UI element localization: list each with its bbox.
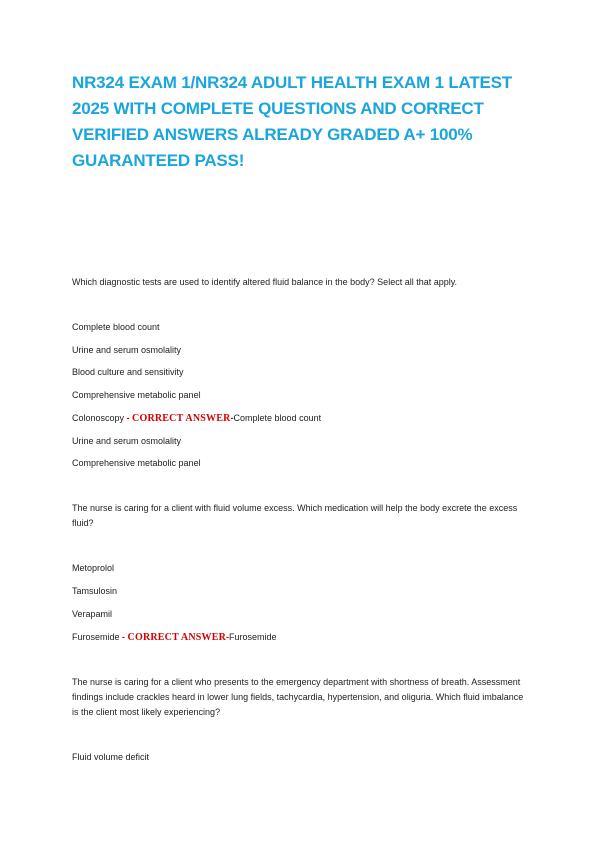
- document-title: NR324 EXAM 1/NR324 ADULT HEALTH EXAM 1 LATEST 2025 WITH COMPLETE QUESTIONS AND CORRECT VERIFIED ANSWERS ALREADY GRADED A+ 100% GUARANTEED PASS!: [72, 73, 512, 170]
- q1-answer-2: Urine and serum osmolality: [72, 436, 182, 446]
- answer-dash-after: -: [226, 632, 230, 642]
- correct-answer-label: CORRECT ANSWER: [127, 632, 227, 643]
- q2-option-2: Tamsulosin: [72, 586, 118, 596]
- q1-option-5: Colonoscopy: [72, 413, 125, 423]
- q2-option-4: Furosemide: [72, 632, 120, 642]
- q1-answer-1: Complete blood count: [233, 413, 322, 423]
- q1-option-2: Urine and serum osmolality: [72, 345, 182, 355]
- q1-option-4: Comprehensive metabolic panel: [72, 390, 201, 400]
- question-2-text: The nurse is caring for a client with fluid volume excess. Which medication will help the body excrete the excess fluid?: [72, 503, 518, 528]
- q2-option-1: Metoprolol: [72, 563, 115, 573]
- q1-option-5-with-answer: [72, 411, 321, 426]
- answer-dash: -: [122, 632, 128, 642]
- question-3-text: The nurse is caring for a client who presents to the emergency department with shortness of breath. Assessment findings include crackles heard in lower lung fields, tachycardia, hypertension, and oliguria. Which fluid imbalance is the client most likely experiencing?: [72, 677, 524, 717]
- q2-option-3: Verapamil: [72, 609, 113, 619]
- q1-answer-3: Comprehensive metabolic panel: [72, 458, 201, 468]
- q1-option-3: Blood culture and sensitivity: [72, 367, 184, 377]
- q3-option-1: Fluid volume deficit: [72, 752, 150, 762]
- q2-answer: Furosemide: [229, 632, 277, 642]
- answer-dash-after: -: [230, 413, 234, 423]
- q1-option-1: Complete blood count: [72, 322, 160, 332]
- answer-dash: -: [126, 413, 133, 423]
- q2-option-4-with-answer: [72, 630, 277, 645]
- correct-answer-label: CORRECT ANSWER: [132, 413, 231, 424]
- question-1-text: Which diagnostic tests are used to identify altered fluid balance in the body? Select all that apply.: [72, 277, 458, 287]
